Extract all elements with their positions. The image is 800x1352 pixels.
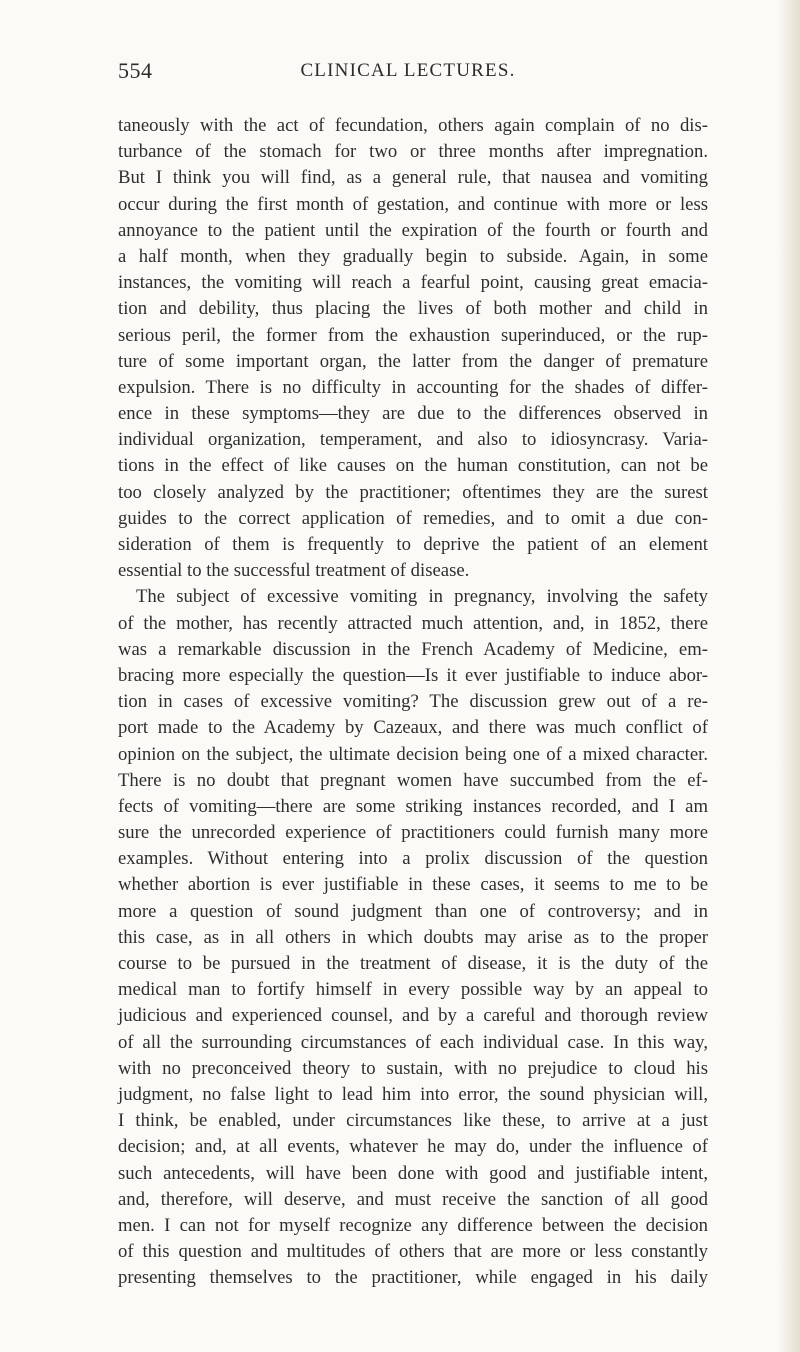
text-line: was a remarkable discussion in the French Academy of Medicine, em- — [118, 638, 708, 660]
text-line: fects of vomiting—there are some striking instances recorded, and I am — [118, 795, 708, 817]
text-line: more a question of sound judgment than one of controversy; and in — [118, 900, 708, 922]
text-line: opinion on the subject, the ultimate decision being one of a mixed character. — [118, 743, 708, 765]
running-title: CLINICAL LECTURES. — [300, 60, 516, 81]
text-line: serious peril, the former from the exhaustion superinduced, or the rup- — [118, 324, 708, 346]
text-line: ture of some important organ, the latter from the danger of premature — [118, 350, 708, 372]
text-line: this case, as in all others in which doubts may arise as to the proper — [118, 926, 708, 948]
text-line: decision; and, at all events, whatever he may do, under the influence of — [118, 1136, 708, 1158]
text-line: course to be pursued in the treatment of disease, it is the duty of the — [118, 953, 708, 974]
text-line: The subject of excessive vomiting in pregnancy, involving the safety — [136, 586, 708, 608]
text-line: expulsion. There is no difficulty in accounting for the shades of differ- — [118, 376, 708, 398]
running-head — [118, 58, 698, 88]
text-line: of this question and multitudes of others that are more or less constantly — [118, 1241, 708, 1263]
text-line: port made to the Academy by Cazeaux, and there was much conflict of — [118, 717, 708, 739]
text-line: too closely analyzed by the practitioner; oftentimes they are the surest — [118, 481, 708, 503]
text-line: taneously with the act of fecundation, others again complain of no dis- — [118, 115, 708, 136]
text-line: annoyance to the patient until the expiration of the fourth or fourth and — [118, 219, 708, 241]
text-line: judgment, no false light to lead him into error, the sound physician will, — [118, 1083, 708, 1105]
text-line: medical man to fortify himself in every possible way by an appeal to — [118, 979, 708, 1001]
text-line: But I think you will find, as a general rule, that nausea and vomiting — [118, 167, 708, 189]
text-line: a half month, when they gradually begin to subside. Again, in some — [118, 245, 708, 267]
text-line: tion and debility, thus placing the lives of both mother and child in — [118, 298, 708, 320]
body-text — [118, 113, 708, 1291]
text-line: with no preconceived theory to sustain, with no prejudice to cloud his — [118, 1057, 708, 1079]
text-line: essential to the successful treatment of disease. — [118, 560, 470, 582]
text-line: sure the unrecorded experience of practitioners could furnish many more — [118, 822, 708, 844]
text-line: of all the surrounding circumstances of each individual case. In this way, — [118, 1031, 708, 1053]
text-line: tion in cases of excessive vomiting? The discussion grew out of a re- — [118, 691, 708, 713]
text-line: men. I can not for myself recognize any difference between the decision — [118, 1214, 708, 1236]
text-line: judicious and experienced counsel, and by a careful and thorough review — [118, 1005, 708, 1027]
text-line: turbance of the stomach for two or three months after impregnation. — [118, 141, 708, 163]
text-line: of the mother, has recently attracted much attention, and, in 1852, there — [118, 612, 708, 634]
text-line: such antecedents, will have been done with good and justifiable intent, — [118, 1162, 708, 1184]
text-line: guides to the correct application of remedies, and to omit a due con- — [118, 507, 708, 529]
text-line: There is no doubt that pregnant women have succumbed from the ef- — [118, 769, 708, 791]
text-line: tions in the effect of like causes on the human constitution, can not be — [118, 455, 708, 477]
text-line: whether abortion is ever justifiable in these cases, it seems to me to be — [118, 874, 708, 896]
text-line: I think, be enabled, under circumstances like these, to arrive at a just — [118, 1110, 708, 1132]
text-line: examples. Without entering into a prolix discussion of the question — [118, 848, 708, 870]
page-number: 554 — [118, 58, 153, 83]
text-line: occur during the first month of gestation, and continue with more or less — [118, 193, 708, 215]
text-line: presenting themselves to the practitioner, while engaged in his daily — [118, 1267, 708, 1289]
text-line: ence in these symptoms—they are due to the differences observed in — [118, 403, 708, 425]
text-line: individual organization, temperament, and also to idiosyncrasy. Varia- — [118, 429, 708, 451]
text-line: instances, the vomiting will reach a fearful point, causing great emacia- — [118, 272, 708, 294]
text-line: bracing more especially the question—Is it ever justifiable to induce abor- — [118, 664, 708, 686]
text-line: sideration of them is frequently to deprive the patient of an element — [118, 534, 708, 555]
text-line: and, therefore, will deserve, and must receive the sanction of all good — [118, 1188, 708, 1210]
page-edge-shadow — [778, 0, 800, 1352]
